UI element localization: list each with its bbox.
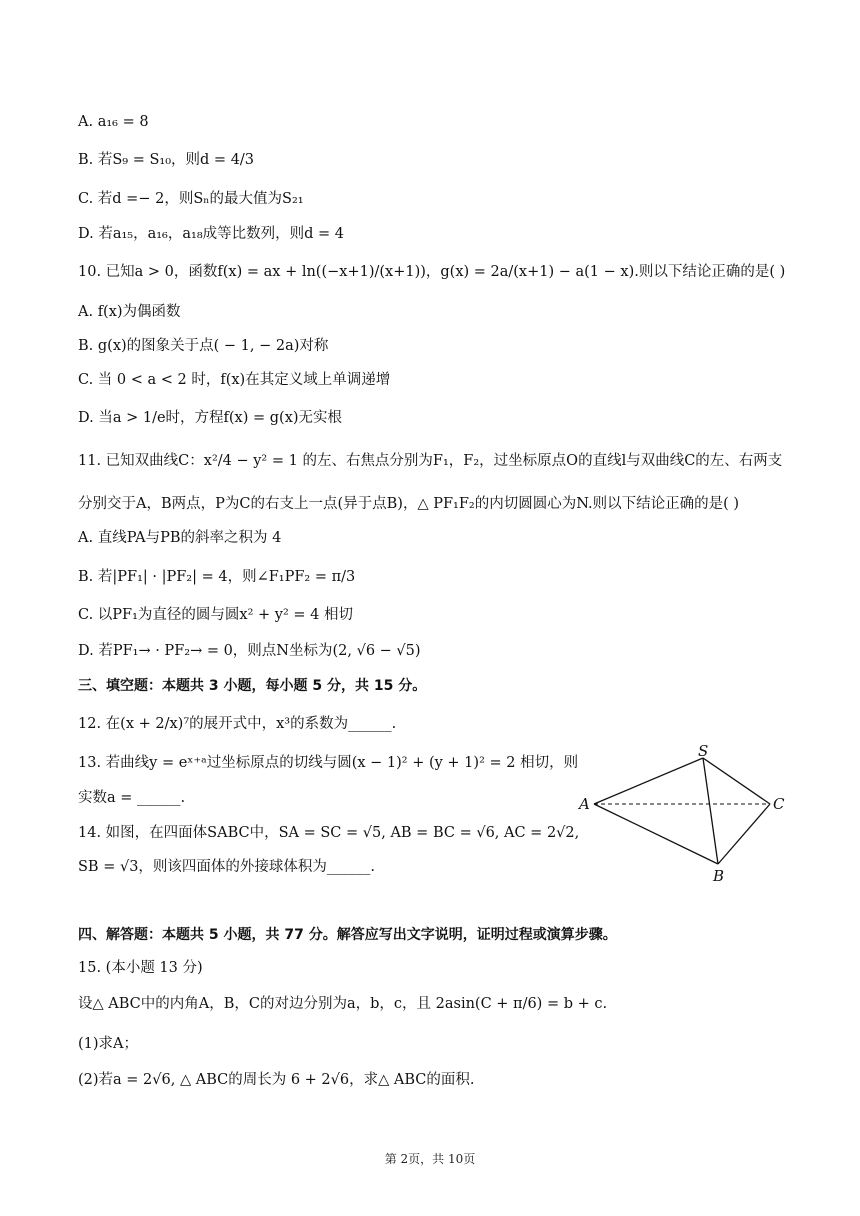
q10-option-d: D. 当a > 1/e时，方程f(x) = g(x)无实根 (78, 410, 343, 426)
q9-option-a: A. a₁₆ = 8 (78, 114, 149, 130)
q11-option-b: B. 若|PF₁| · |PF₂| = 4，则∠F₁PF₂ = π/3 (78, 569, 356, 585)
label-s: S (698, 742, 709, 760)
q14-line2: SB = √3，则该四面体的外接球体积为______. (78, 859, 376, 875)
q11-option-a: A. 直线PA与PB的斜率之积为 4 (78, 530, 282, 546)
q11-stem-line2: 分别交于A，B两点，P为C的右支上一点(异于点B)，△ PF₁F₂的内切圆圆心为N.则以下结论正确的是( ) (78, 496, 739, 512)
q14-line1: 14. 如图，在四面体SABC中，SA = SC = √5, AB = BC = √6, AC = 2√2, (78, 825, 580, 841)
q15-part2: (2)若a = 2√6, △ ABC的周长为 6 + 2√6，求△ ABC的面积. (78, 1072, 475, 1088)
label-b: B (713, 867, 725, 884)
q10-option-b: B. g(x)的图象关于点( − 1, − 2a)对称 (78, 338, 329, 354)
edge-ab (594, 804, 718, 864)
edge-bc (718, 804, 770, 864)
q10-stem: 10. 已知a > 0，函数f(x) = ax + ln((−x+1)/(x+1))，g(x) = 2a/(x+1) − a(1 − x).则以下结论正确的是( ) (78, 264, 786, 280)
q9-option-b: B. 若S₉ = S₁₀，则d = 4/3 (78, 152, 255, 168)
q13-line2: 实数a = ______. (78, 790, 186, 806)
q15-stem: 设△ ABC中的内角A，B，C的对边分别为a，b，c，且 2asin(C + π/6) = b + c. (78, 996, 608, 1012)
edge-sb (703, 758, 718, 864)
q12: 12. 在(x + 2/x)⁷的展开式中，x³的系数为______. (78, 716, 397, 732)
q9-option-c: C. 若d =− 2，则Sₙ的最大值为S₂₁ (78, 191, 304, 207)
q9-option-d: D. 若a₁₅，a₁₆，a₁₈成等比数列，则d = 4 (78, 226, 345, 242)
q15-part1: (1)求A； (78, 1036, 139, 1052)
section4-title: 四、解答题：本题共 5 小题，共 77 分。解答应写出文字说明，证明过程或演算步骤。 (78, 927, 617, 943)
q10-option-c: C. 当 0 < a < 2 时，f(x)在其定义域上单调递增 (78, 372, 391, 388)
q11-option-d: D. 若PF₁→ · PF₂→ = 0，则点N坐标为(2, √6 − √5) (78, 643, 421, 659)
edge-sc (703, 758, 770, 804)
q13-line1: 13. 若曲线y = eˣ⁺ᵃ过坐标原点的切线与圆(x − 1)² + (y + 1)² = 2 相切，则 (78, 755, 579, 771)
q10-option-a: A. f(x)为偶函数 (78, 304, 181, 320)
tetrahedron-figure (576, 742, 790, 884)
label-c: C (773, 795, 785, 813)
page-footer: 第 2页，共 10页 (384, 1152, 476, 1166)
q11-option-c: C. 以PF₁为直径的圆与圆x² + y² = 4 相切 (78, 607, 353, 623)
edge-sa (594, 758, 703, 804)
q15-header: 15. (本小题 13 分) (78, 960, 203, 976)
label-a: A (579, 795, 590, 813)
q11-stem-line1: 11. 已知双曲线C：x²/4 − y² = 1 的左、右焦点分别为F₁，F₂，过坐标原点O的直线l与双曲线C的左、右两支 (78, 453, 783, 469)
section3-title: 三、填空题：本题共 3 小题，每小题 5 分，共 15 分。 (78, 678, 427, 694)
